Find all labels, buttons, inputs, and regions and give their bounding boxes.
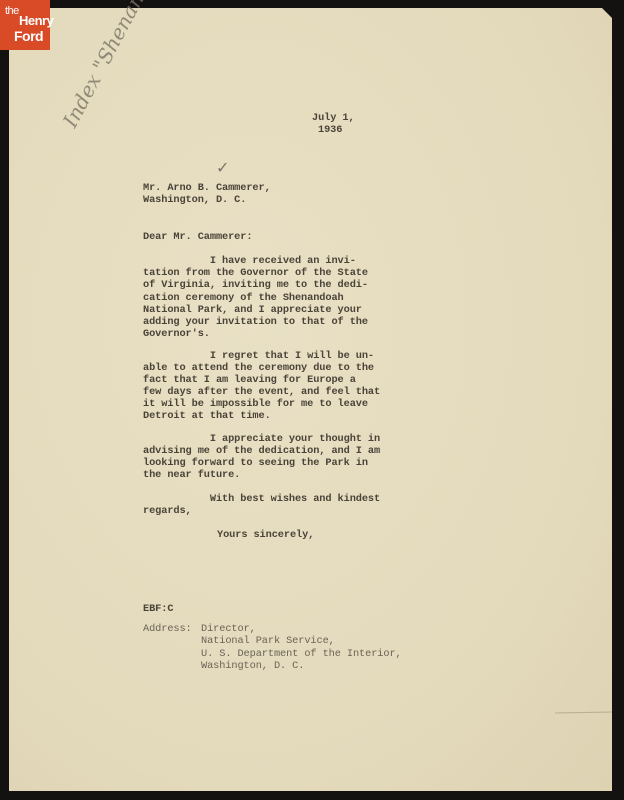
text-line: Detroit at that time. [143, 410, 271, 422]
text-line: regards, [143, 505, 192, 517]
text-line: adding your invitation to that of the [143, 316, 368, 328]
henry-ford-logo [0, 0, 54, 50]
folded-corner [602, 8, 612, 18]
date-line-1: July 1, [312, 112, 355, 124]
checkmark-icon: ✓ [216, 158, 230, 177]
text-line: it will be impossible for me to leave [143, 398, 368, 410]
recipient-city: Washington, D. C. [143, 194, 247, 206]
text-line: cation ceremony of the Shenandoah [143, 292, 344, 304]
typist-initials: EBF:C [143, 603, 174, 615]
text-line: I appreciate your thought in [143, 433, 381, 445]
text-line: looking forward to seeing the Park in [143, 457, 368, 469]
text-line: I regret that I will be un- [143, 350, 375, 362]
recipient-name: Mr. Arno B. Cammerer, [143, 182, 271, 194]
text-line: Governor's. [143, 328, 210, 340]
address-line: U. S. Department of the Interior, [201, 648, 402, 660]
closing: Yours sincerely, [217, 529, 315, 541]
date-line-2: 1936 [318, 124, 343, 136]
logo-ford: Ford [14, 28, 44, 44]
address-line: Washington, D. C. [201, 660, 305, 672]
text-line: tation from the Governor of the State [143, 267, 368, 279]
logo-henry: Henry [19, 13, 54, 28]
text-line: the near future. [143, 469, 241, 481]
address-line: National Park Service, [201, 635, 335, 647]
text-line: few days after the event, and feel that [143, 386, 381, 398]
text-line: of Virginia, inviting me to the dedi- [143, 279, 368, 291]
text-line: fact that I am leaving for Europe a [143, 374, 356, 386]
text-line: National Park, and I appreciate your [143, 304, 362, 316]
salutation: Dear Mr. Cammerer: [143, 231, 253, 243]
address-label: Address: [143, 623, 192, 635]
logo-the: the [5, 5, 19, 17]
text-line: I have received an invi- [143, 255, 356, 267]
address-line: Director, [201, 623, 256, 635]
text-line: With best wishes and kindest [143, 493, 381, 505]
text-line: advising me of the dedication, and I am [143, 445, 381, 457]
text-line: able to attend the ceremony due to the [143, 362, 375, 374]
